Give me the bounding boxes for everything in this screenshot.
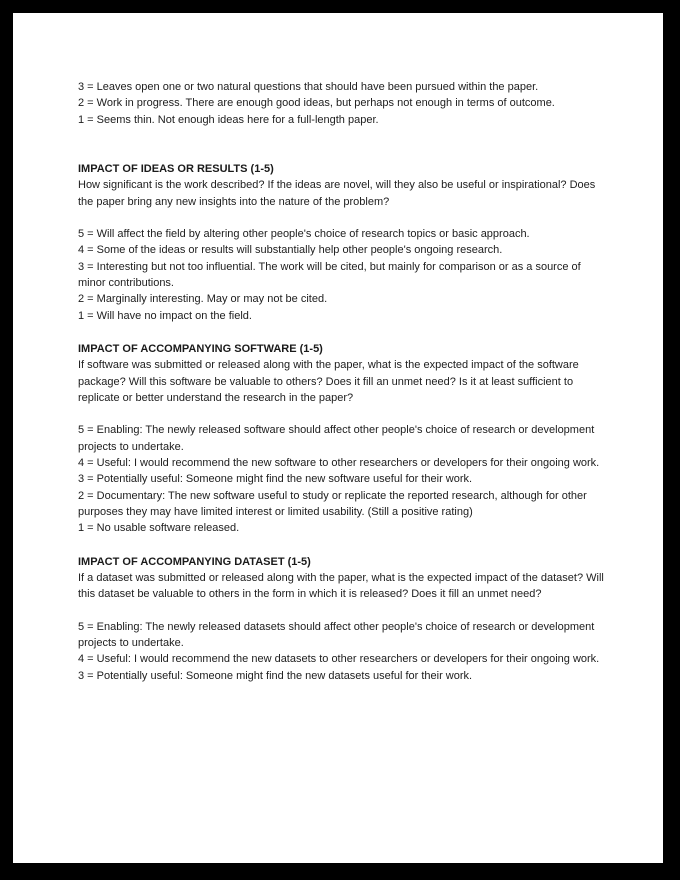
section-heading: IMPACT OF ACCOMPANYING SOFTWARE (1-5) bbox=[78, 342, 323, 355]
document-content bbox=[78, 79, 606, 684]
section-impact-of-ideas bbox=[78, 161, 606, 324]
scale-item: 2 = Documentary: The new software useful to study or replicate the reported research, although for other purposes they may have limited interest or limited usability. (Still a positive rating) bbox=[78, 489, 587, 518]
scale-item: 3 = Potentially useful: Someone might find the new datasets useful for their work. bbox=[78, 669, 473, 682]
section-description: If software was submitted or released along with the paper, what is the expected impact of the software package? Will this software be valuable to others? Does it fill an unmet need? Is it at least sufficient to replicate or better understand the research in the paper? bbox=[78, 359, 579, 404]
scale-item: 2 = Marginally interesting. May or may not be cited. bbox=[78, 293, 328, 306]
scale-item: 2 = Work in progress. There are enough good ideas, but perhaps not enough in terms of outcome. bbox=[78, 97, 555, 110]
section-impact-of-dataset bbox=[78, 554, 606, 684]
rating-scale-list bbox=[78, 619, 606, 684]
section-description: If a dataset was submitted or released along with the paper, what is the expected impact of the dataset? Will this dataset be valuable to others in the form in which it is released? Does it fill an unmet need? bbox=[78, 571, 604, 601]
section-heading: IMPACT OF IDEAS OR RESULTS (1-5) bbox=[78, 162, 274, 175]
scale-item: 1 = Will have no impact on the field. bbox=[78, 309, 252, 322]
section-description: How significant is the work described? If the ideas are novel, will they also be useful or inspirational? Does the paper bring any new insights into the nature of the problem? bbox=[78, 179, 596, 208]
section-heading: IMPACT OF ACCOMPANYING DATASET (1-5) bbox=[78, 555, 311, 568]
scale-item: 3 = Leaves open one or two natural questions that should have been pursued within the paper. bbox=[78, 81, 539, 93]
rating-scale-continuation bbox=[78, 79, 606, 128]
scale-item: 4 = Some of the ideas or results will substantially help other people's ongoing research. bbox=[78, 244, 503, 257]
rating-scale-list bbox=[78, 226, 606, 324]
scale-item: 4 = Useful: I would recommend the new software to other researchers or developers for their ongoing work. bbox=[78, 456, 600, 469]
section-impact-of-software bbox=[78, 341, 606, 537]
scale-item: 5 = Will affect the field by altering other people's choice of research topics or basic approach. bbox=[78, 227, 530, 240]
scale-item: 3 = Potentially useful: Someone might find the new software useful for their work. bbox=[78, 473, 473, 486]
scale-item: 1 = Seems thin. Not enough ideas here for a full-length paper. bbox=[78, 113, 379, 126]
scale-item: 5 = Enabling: The newly released datasets should affect other people's choice of research or development projects to undertake. bbox=[78, 620, 595, 649]
scale-item: 1 = No usable software released. bbox=[78, 522, 240, 535]
scale-item: 5 = Enabling: The newly released software should affect other people's choice of research or development projects to undertake. bbox=[78, 424, 595, 453]
scale-item: 4 = Useful: I would recommend the new datasets to other researchers or developers for their ongoing work. bbox=[78, 653, 600, 666]
scale-item: 3 = Interesting but not too influential. The work will be cited, but mainly for comparison or as a source of minor contributions. bbox=[78, 260, 581, 289]
rating-scale-list bbox=[78, 422, 606, 536]
document-page bbox=[13, 13, 663, 863]
